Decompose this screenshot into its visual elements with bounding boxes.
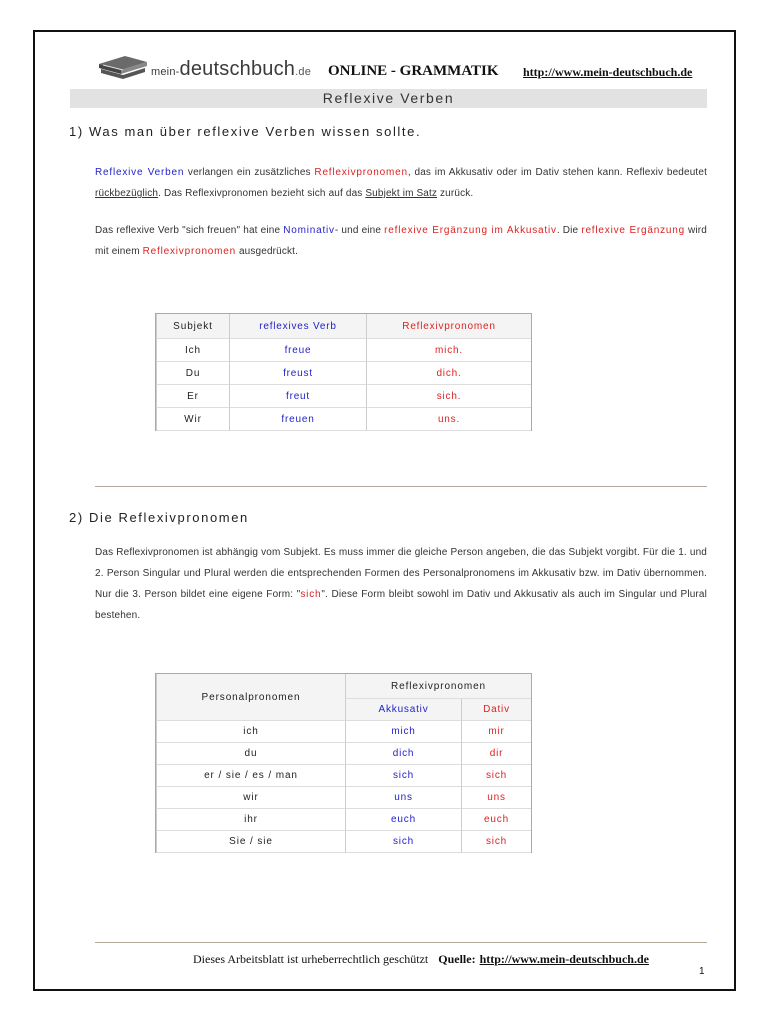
table-row: Sie / sie sich sich <box>156 831 531 853</box>
page-title: Reflexive Verben <box>70 89 707 108</box>
table-row: Du freust dich. <box>156 362 531 385</box>
worksheet-page <box>33 30 736 991</box>
col-subjekt: Subjekt <box>156 314 229 339</box>
col-akkusativ: Akkusativ <box>345 699 461 721</box>
reflexive-pronoun-table <box>155 673 532 853</box>
col-personalpronomen: Personalpronomen <box>156 674 345 721</box>
reflexive-verb-table <box>155 313 532 431</box>
section2-paragraph: Das Reflexivpronomen ist abhängig vom Subjekt. Es muss immer die gleiche Person angeben, die das Subjekt vorgibt. Für die 1. und 2. Person Singular und Plural werden die entsprechenden Formen des Personalpronomens im Akkusativ bzw. im Dativ übernommen. Nur die 3. Person bildet eine eigene Form: "sich". Diese Form bleibt sowohl im Dativ und Akkusativ als auch im Singular und Plural bestehen. <box>95 547 707 621</box>
table-row: Wir freuen uns. <box>156 408 531 431</box>
table-row: er / sie / es / man sich sich <box>156 765 531 787</box>
copyright-note: Dieses Arbeitsblatt ist urheberrechtlich geschützt <box>193 952 429 966</box>
table-row: Er freut sich. <box>156 385 531 408</box>
section1-heading: 1) Was man über reflexive Verben wissen sollte. <box>69 124 422 139</box>
page-number: 1 <box>699 966 705 977</box>
section2-heading: 2) Die Reflexivpronomen <box>69 510 249 525</box>
col-reflexivpronomen: Reflexivpronomen <box>366 314 531 339</box>
table-row: ich mich mir <box>156 721 531 743</box>
table-row: du dich dir <box>156 743 531 765</box>
col-group-reflexivpronomen: Reflexivpronomen <box>345 674 531 699</box>
section1-paragraph1: Reflexive Verben verlangen ein zusätzliches Reflexivpronomen, das im Akkusativ oder im Dativ stehen kann. Reflexiv bedeutet rückbezüglich. Das Reflexivpronomen bezieht sich auf das Subjekt im Satz zurück. <box>95 167 708 199</box>
col-reflexives-verb: reflexives Verb <box>229 314 366 339</box>
source-label: Quelle: <box>438 952 476 966</box>
section1-paragraph2: Das reflexive Verb "sich freuen" hat eine Nominativ- und eine reflexive Ergänzung im Akkusativ. Die reflexive Ergänzung wird mit einem Reflexivpronomen ausgedrückt. <box>95 225 707 257</box>
section-divider <box>95 486 707 487</box>
source-url-link[interactable]: http://www.mein-deutschbuch.de <box>479 952 649 966</box>
header-url-link[interactable]: http://www.mein-deutschbuch.de <box>523 65 693 79</box>
table-header-row <box>156 314 531 339</box>
table-row: ihr euch euch <box>156 809 531 831</box>
table-row: Ich freue mich. <box>156 339 531 362</box>
header-title: ONLINE - GRAMMATIK <box>328 63 499 79</box>
page-header <box>95 46 725 86</box>
footer-divider <box>95 942 707 943</box>
brand-name: mein-deutschbuch.de <box>151 58 312 80</box>
table-header-row <box>156 674 531 699</box>
table-row: wir uns uns <box>156 787 531 809</box>
book-stack-logo-icon <box>95 52 151 82</box>
page-footer <box>193 952 649 967</box>
col-dativ: Dativ <box>461 699 531 721</box>
